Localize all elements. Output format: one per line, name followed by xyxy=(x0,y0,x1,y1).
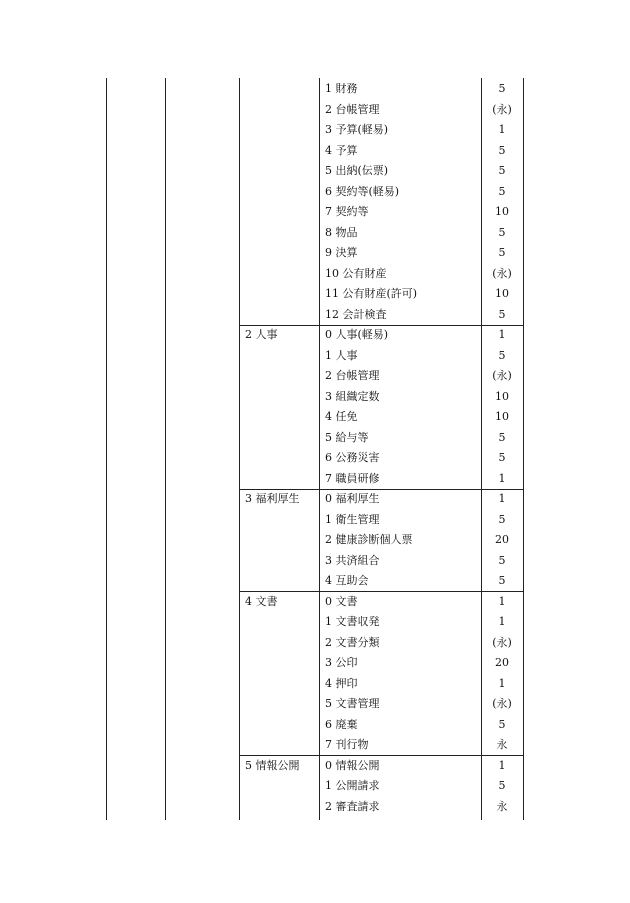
table-column-divider-2 xyxy=(239,78,240,820)
retention-period: 10 xyxy=(495,410,509,423)
retention-period: 1 xyxy=(498,328,506,341)
retention-period: 5 xyxy=(498,82,506,95)
retention-period: 10 xyxy=(495,205,509,218)
retention-period: 5 xyxy=(498,246,506,259)
subcategory-label: 5 文書管理 xyxy=(325,697,380,710)
retention-period: 1 xyxy=(498,758,506,772)
subcategory-label: 2 健康診断個人票 xyxy=(325,533,413,546)
retention-period: 20 xyxy=(495,656,509,669)
subcategory-label: 1 財務 xyxy=(325,82,358,95)
retention-period: (永) xyxy=(492,102,512,116)
category-label: 2 人事 xyxy=(245,328,278,341)
subcategory-label: 1 文書収発 xyxy=(325,615,380,628)
subcategory-label: 7 職員研修 xyxy=(325,471,380,485)
subcategory-label: 4 押印 xyxy=(325,676,358,690)
retention-period: 5 xyxy=(498,143,506,157)
retention-period: 5 xyxy=(498,307,506,321)
retention-period: 5 xyxy=(498,512,506,526)
subcategory-label: 0 人事(軽易) xyxy=(325,328,389,341)
category-label: 4 文書 xyxy=(245,594,278,608)
retention-period: 10 xyxy=(495,389,509,403)
subcategory-label: 5 出納(伝票) xyxy=(325,164,389,177)
subcategory-label: 6 契約等(軽易) xyxy=(325,184,400,198)
subcategory-label: 4 予算 xyxy=(325,143,358,157)
subcategory-label: 2 台帳管理 xyxy=(325,102,380,116)
retention-period: 5 xyxy=(498,574,506,587)
table-border-left xyxy=(106,78,107,820)
subcategory-label: 2 文書分類 xyxy=(325,635,380,649)
retention-period: 1 xyxy=(498,594,506,608)
retention-period: 1 xyxy=(498,123,506,136)
retention-period: 1 xyxy=(498,676,506,690)
category-label: 5 情報公開 xyxy=(245,758,300,772)
subcategory-label: 4 任免 xyxy=(325,410,358,423)
table-border-right xyxy=(523,78,524,820)
table-column-divider-1 xyxy=(165,78,166,820)
subcategory-label: 6 廃棄 xyxy=(325,717,358,731)
retention-period: 5 xyxy=(498,225,506,239)
retention-period: 5 xyxy=(498,553,506,567)
retention-period: 永 xyxy=(496,799,508,813)
retention-period: (永) xyxy=(492,266,512,280)
subcategory-label: 3 公印 xyxy=(325,656,358,669)
category-label: 3 福利厚生 xyxy=(245,492,300,505)
subcategory-label: 3 組織定数 xyxy=(325,389,380,403)
retention-period: (永) xyxy=(492,697,512,710)
subcategory-label: 0 情報公開 xyxy=(325,758,380,772)
subcategory-label: 0 文書 xyxy=(325,594,358,608)
retention-period: 20 xyxy=(495,533,509,546)
subcategory-label: 8 物品 xyxy=(325,225,358,239)
subcategory-label: 12 会計検査 xyxy=(325,307,387,321)
retention-period: (永) xyxy=(492,635,512,649)
subcategory-label: 3 予算(軽易) xyxy=(325,123,389,136)
retention-period: 1 xyxy=(498,471,506,485)
subcategory-label: 11 公有財産(許可) xyxy=(325,287,418,300)
subcategory-label: 1 人事 xyxy=(325,348,358,362)
retention-period: 10 xyxy=(495,287,509,300)
subcategory-label: 1 公開請求 xyxy=(325,779,380,792)
retention-period: 5 xyxy=(498,184,506,198)
retention-period: 5 xyxy=(498,717,506,731)
retention-period: 1 xyxy=(498,492,506,505)
table-column-divider-3 xyxy=(319,78,320,820)
subcategory-label: 3 共済組合 xyxy=(325,553,380,567)
subcategory-label: 2 審査請求 xyxy=(325,799,380,813)
subcategory-label: 2 台帳管理 xyxy=(325,369,380,382)
subcategory-label: 7 刊行物 xyxy=(325,738,369,751)
retention-period: 5 xyxy=(498,779,506,792)
subcategory-label: 1 衛生管理 xyxy=(325,512,380,526)
subcategory-label: 4 互助会 xyxy=(325,574,369,587)
subcategory-label: 9 決算 xyxy=(325,246,358,259)
subcategory-label: 0 福利厚生 xyxy=(325,492,380,505)
subcategory-label: 6 公務災害 xyxy=(325,451,380,464)
subcategory-label: 5 給与等 xyxy=(325,430,369,444)
subcategory-label: 10 公有財産 xyxy=(325,266,387,280)
retention-period: 永 xyxy=(496,738,508,751)
retention-period: 5 xyxy=(498,164,506,177)
subcategory-label: 7 契約等 xyxy=(325,205,369,218)
retention-period: 5 xyxy=(498,430,506,444)
retention-period: 5 xyxy=(498,451,506,464)
retention-period: 1 xyxy=(498,615,506,628)
retention-period: 5 xyxy=(498,348,506,362)
retention-period: (永) xyxy=(492,369,512,382)
